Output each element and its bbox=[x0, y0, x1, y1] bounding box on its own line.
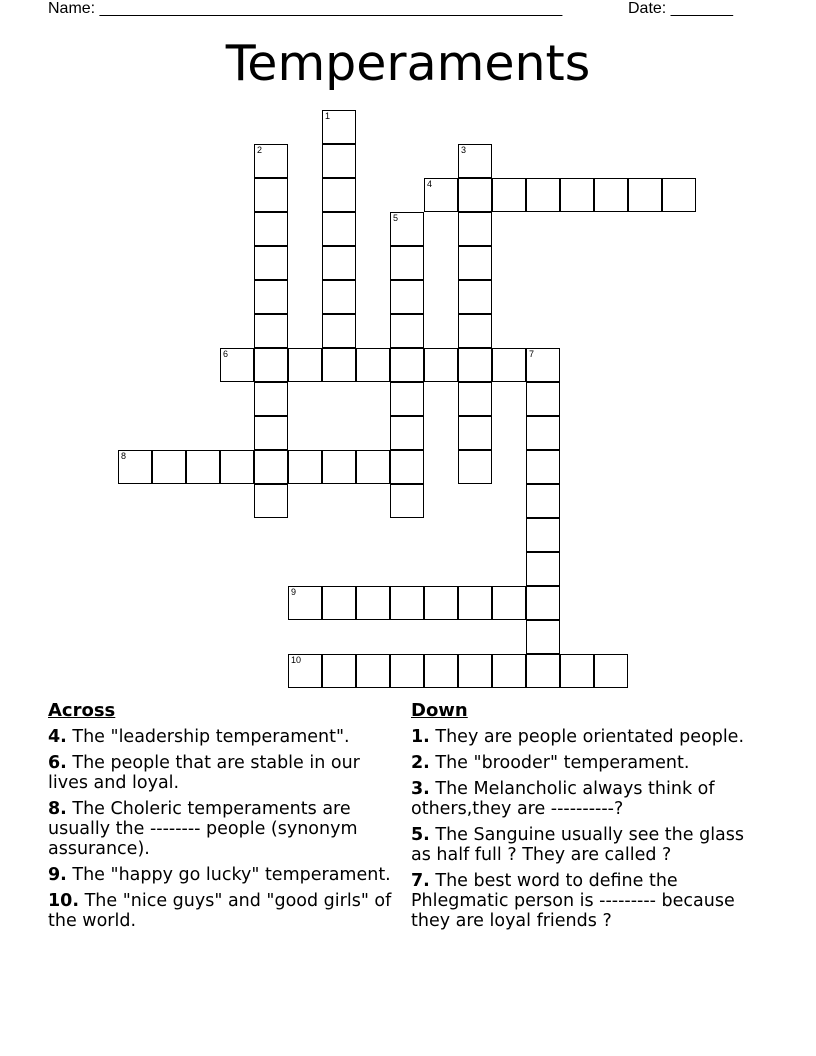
clue-number: 6. bbox=[48, 753, 67, 773]
crossword-cell[interactable] bbox=[254, 416, 288, 450]
crossword-cell[interactable] bbox=[526, 348, 560, 382]
crossword-cell[interactable] bbox=[356, 450, 390, 484]
crossword-cell[interactable] bbox=[390, 382, 424, 416]
crossword-cell[interactable] bbox=[288, 586, 322, 620]
crossword-cell[interactable] bbox=[322, 280, 356, 314]
crossword-cell[interactable] bbox=[390, 654, 424, 688]
crossword-cell[interactable] bbox=[458, 450, 492, 484]
across-clues bbox=[48, 700, 398, 937]
clue-text: The Melancholic always think of others,they are ----------? bbox=[411, 779, 715, 819]
clue-text: The best word to define the Phlegmatic person is --------- because they are loyal friends ? bbox=[411, 871, 735, 931]
clue-text: The people that are stable in our lives and loyal. bbox=[48, 753, 360, 793]
clue-number: 2. bbox=[411, 753, 430, 773]
clue-number: 1. bbox=[411, 727, 430, 747]
crossword-cell[interactable] bbox=[458, 144, 492, 178]
page-title: Temperaments bbox=[225, 35, 591, 92]
crossword-cell[interactable] bbox=[322, 212, 356, 246]
crossword-cell[interactable] bbox=[322, 178, 356, 212]
name-field-label[interactable]: Name: ____________________________________________________ bbox=[48, 0, 563, 17]
clue-number: 4. bbox=[48, 727, 67, 747]
crossword-cell[interactable] bbox=[356, 586, 390, 620]
crossword-cell[interactable] bbox=[526, 586, 560, 620]
crossword-cell[interactable] bbox=[254, 314, 288, 348]
cell-number: 4 bbox=[427, 179, 433, 189]
clue-text: They are people orientated people. bbox=[435, 727, 745, 747]
crossword-cell[interactable] bbox=[186, 450, 220, 484]
crossword-cell[interactable] bbox=[390, 280, 424, 314]
clue-number: 5. bbox=[411, 825, 430, 845]
crossword-cell[interactable] bbox=[526, 416, 560, 450]
cell-number: 5 bbox=[393, 213, 399, 223]
crossword-cell[interactable] bbox=[458, 586, 492, 620]
crossword-cell[interactable] bbox=[254, 144, 288, 178]
crossword-cell[interactable] bbox=[458, 212, 492, 246]
crossword-cell[interactable] bbox=[390, 348, 424, 382]
clue-down-2 bbox=[411, 753, 761, 773]
cell-number: 2 bbox=[257, 145, 263, 155]
crossword-cell[interactable] bbox=[254, 246, 288, 280]
crossword-cell[interactable] bbox=[526, 654, 560, 688]
clue-down-3 bbox=[411, 779, 761, 819]
crossword-cell[interactable] bbox=[288, 450, 322, 484]
clue-across-9 bbox=[48, 865, 398, 885]
crossword-cell[interactable] bbox=[526, 620, 560, 654]
crossword-cell[interactable] bbox=[390, 586, 424, 620]
crossword-cell[interactable] bbox=[424, 178, 458, 212]
crossword-cell[interactable] bbox=[594, 178, 628, 212]
crossword-cell[interactable] bbox=[118, 450, 152, 484]
crossword-cell[interactable] bbox=[492, 586, 526, 620]
crossword-cell[interactable] bbox=[458, 314, 492, 348]
cell-number: 9 bbox=[291, 587, 297, 597]
crossword-cell[interactable] bbox=[322, 144, 356, 178]
clue-number: 8. bbox=[48, 799, 67, 819]
clue-text: The "brooder" temperament. bbox=[435, 753, 690, 773]
crossword-cell[interactable] bbox=[526, 552, 560, 586]
crossword-cell[interactable] bbox=[390, 416, 424, 450]
crossword-cell[interactable] bbox=[492, 654, 526, 688]
crossword-cell[interactable] bbox=[220, 450, 254, 484]
crossword-cell[interactable] bbox=[220, 348, 254, 382]
crossword-cell[interactable] bbox=[424, 586, 458, 620]
crossword-cell[interactable] bbox=[492, 178, 526, 212]
crossword-cell[interactable] bbox=[458, 416, 492, 450]
crossword-cell[interactable] bbox=[254, 484, 288, 518]
crossword-cell[interactable] bbox=[458, 654, 492, 688]
clue-text: The "leadership temperament". bbox=[72, 727, 350, 747]
crossword-cell[interactable] bbox=[458, 178, 492, 212]
crossword-cell[interactable] bbox=[390, 314, 424, 348]
crossword-cell[interactable] bbox=[424, 654, 458, 688]
clue-down-7 bbox=[411, 871, 761, 931]
crossword-cell[interactable] bbox=[356, 654, 390, 688]
crossword-cell[interactable] bbox=[322, 246, 356, 280]
date-field-label[interactable]: Date: _______ bbox=[628, 0, 733, 17]
clue-text: The "nice guys" and "good girls" of the world. bbox=[48, 891, 392, 931]
crossword-cell[interactable] bbox=[254, 382, 288, 416]
crossword-cell[interactable] bbox=[526, 178, 560, 212]
crossword-cell[interactable] bbox=[152, 450, 186, 484]
crossword-cell[interactable] bbox=[288, 654, 322, 688]
crossword-cell[interactable] bbox=[390, 484, 424, 518]
clue-number: 7. bbox=[411, 871, 430, 891]
crossword-cell[interactable] bbox=[628, 178, 662, 212]
crossword-cell[interactable] bbox=[254, 178, 288, 212]
crossword-cell[interactable] bbox=[458, 382, 492, 416]
crossword-cell[interactable] bbox=[390, 450, 424, 484]
crossword-cell[interactable] bbox=[560, 654, 594, 688]
clue-down-5 bbox=[411, 825, 761, 865]
crossword-cell[interactable] bbox=[526, 450, 560, 484]
crossword-cell[interactable] bbox=[526, 518, 560, 552]
crossword-cell[interactable] bbox=[322, 450, 356, 484]
clue-number: 9. bbox=[48, 865, 67, 885]
clue-text: The "happy go lucky" temperament. bbox=[72, 865, 391, 885]
crossword-cell[interactable] bbox=[458, 348, 492, 382]
crossword-cell[interactable] bbox=[492, 348, 526, 382]
clue-down-1 bbox=[411, 727, 761, 747]
crossword-cell[interactable] bbox=[356, 348, 390, 382]
crossword-cell[interactable] bbox=[390, 212, 424, 246]
crossword-cell[interactable] bbox=[662, 178, 696, 212]
crossword-cell[interactable] bbox=[458, 246, 492, 280]
cell-number: 1 bbox=[325, 111, 331, 121]
crossword-cell[interactable] bbox=[424, 348, 458, 382]
clue-across-4 bbox=[48, 727, 398, 747]
crossword-cell[interactable] bbox=[526, 484, 560, 518]
cell-number: 7 bbox=[529, 349, 535, 359]
clue-text: The Choleric temperaments are usually the -------- people (synonym assurance). bbox=[48, 799, 358, 859]
crossword-cell[interactable] bbox=[322, 654, 356, 688]
clue-number: 3. bbox=[411, 779, 430, 799]
cell-number: 3 bbox=[461, 145, 467, 155]
cell-number: 10 bbox=[291, 655, 302, 665]
cell-number: 6 bbox=[223, 349, 229, 359]
crossword-cell[interactable] bbox=[254, 348, 288, 382]
clue-text: The Sanguine usually see the glass as half full ? They are called ? bbox=[411, 825, 745, 865]
crossword-cell[interactable] bbox=[288, 348, 322, 382]
crossword-cell[interactable] bbox=[322, 586, 356, 620]
cell-number: 8 bbox=[121, 451, 127, 461]
crossword-cell[interactable] bbox=[526, 382, 560, 416]
crossword-cell[interactable] bbox=[322, 348, 356, 382]
crossword-cell[interactable] bbox=[254, 280, 288, 314]
clue-number: 10. bbox=[48, 891, 80, 911]
crossword-cell[interactable] bbox=[322, 110, 356, 144]
down-heading: Down bbox=[411, 700, 468, 721]
clue-across-6 bbox=[48, 753, 398, 793]
clue-across-8 bbox=[48, 799, 398, 859]
crossword-cell[interactable] bbox=[458, 280, 492, 314]
crossword-cell[interactable] bbox=[560, 178, 594, 212]
crossword-cell[interactable] bbox=[594, 654, 628, 688]
crossword-cell[interactable] bbox=[390, 246, 424, 280]
crossword-cell[interactable] bbox=[254, 212, 288, 246]
crossword-cell[interactable] bbox=[322, 314, 356, 348]
header-line bbox=[48, 0, 748, 20]
across-heading: Across bbox=[48, 700, 116, 721]
crossword-cell[interactable] bbox=[254, 450, 288, 484]
down-clues bbox=[411, 700, 761, 937]
clue-across-10 bbox=[48, 891, 398, 931]
